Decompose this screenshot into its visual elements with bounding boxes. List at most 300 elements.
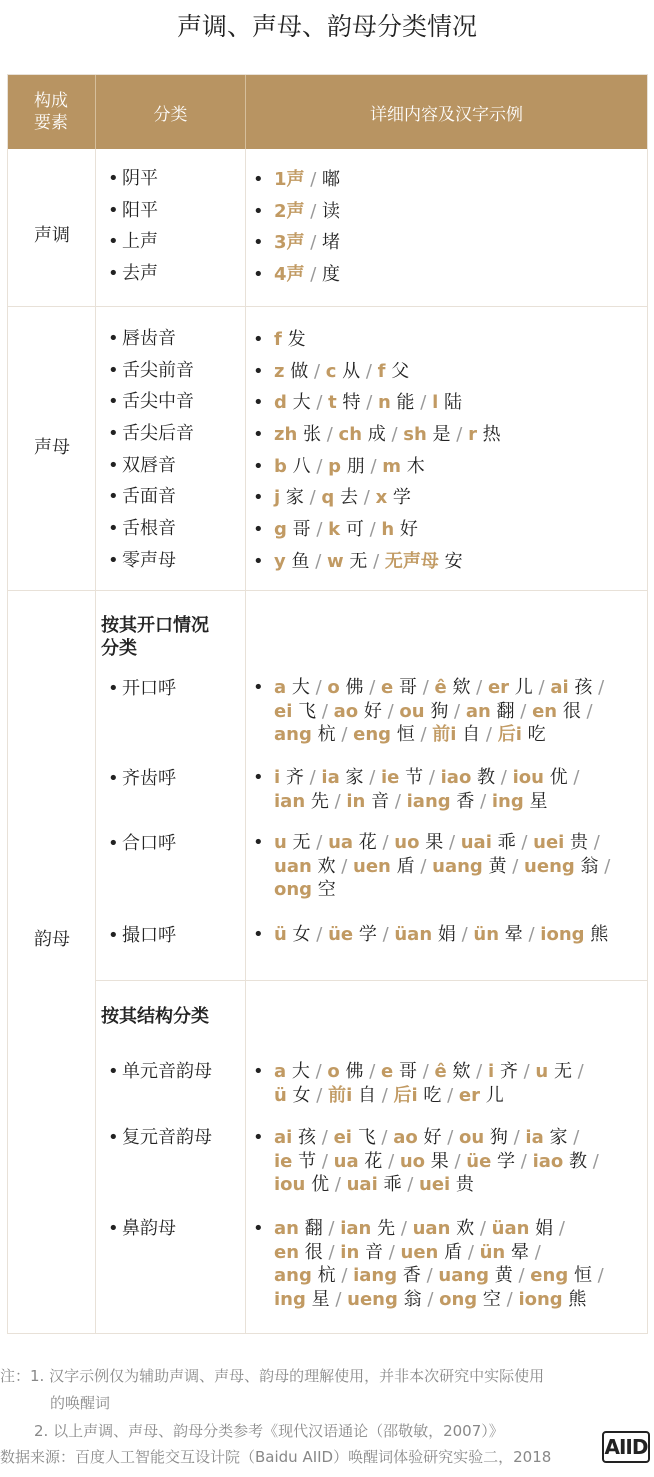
pinyin-label: 2声 bbox=[274, 201, 305, 222]
final-group1-item bbox=[108, 768, 176, 790]
example-char: 成 bbox=[362, 424, 386, 445]
pinyin-label: ü bbox=[274, 1084, 287, 1106]
bullet: • bbox=[108, 678, 119, 699]
initial-detail-text bbox=[274, 486, 411, 510]
column-divider bbox=[95, 149, 96, 1333]
example-char: 八 bbox=[286, 456, 311, 477]
example-char: 熊 bbox=[584, 924, 609, 945]
separator: / bbox=[512, 1265, 531, 1286]
separator: / bbox=[517, 1061, 536, 1082]
example-char: 果 bbox=[425, 1150, 449, 1172]
final-group2-item-label: 鼻韵母 bbox=[122, 1218, 176, 1239]
example-char: 盾 bbox=[390, 855, 415, 877]
bullet: • bbox=[253, 361, 264, 382]
tone-item-label: 阴平 bbox=[122, 168, 158, 189]
bullet: • bbox=[253, 232, 264, 253]
example-char: 孩 bbox=[292, 1127, 317, 1148]
pinyin-label: iao bbox=[532, 1150, 564, 1172]
pinyin-label: sh bbox=[403, 424, 427, 445]
pinyin-label: üe bbox=[328, 924, 354, 945]
initial-item bbox=[108, 360, 194, 382]
separator: / bbox=[474, 1218, 492, 1239]
example-char: 大 bbox=[286, 1061, 310, 1082]
separator: / bbox=[598, 855, 611, 877]
pinyin-label: 1声 bbox=[274, 169, 305, 190]
pinyin-label: ang bbox=[274, 1265, 312, 1286]
tone-item bbox=[108, 200, 158, 222]
separator: / bbox=[329, 1288, 348, 1310]
final-group2-item bbox=[108, 1127, 212, 1149]
tone-detail-text bbox=[274, 263, 340, 287]
pinyin-label: e bbox=[381, 1061, 394, 1082]
separator: / bbox=[304, 169, 323, 190]
example-char: 果 bbox=[419, 832, 444, 853]
pinyin-label: ang bbox=[274, 724, 312, 745]
bullet: • bbox=[108, 391, 119, 412]
detail-line bbox=[274, 486, 411, 510]
separator: / bbox=[448, 700, 466, 722]
initial-item bbox=[108, 391, 194, 413]
example-char: 优 bbox=[305, 1174, 330, 1195]
pinyin-label: üe bbox=[466, 1150, 492, 1172]
example-char: 齐 bbox=[280, 767, 304, 788]
tone-item bbox=[108, 231, 158, 253]
detail-line bbox=[274, 766, 579, 790]
row-divider bbox=[8, 306, 647, 307]
example-char: 哥 bbox=[393, 677, 417, 698]
pinyin-label: ian bbox=[340, 1218, 372, 1239]
example-char: 教 bbox=[471, 767, 496, 788]
separator: / bbox=[571, 1061, 584, 1082]
pinyin-label: in bbox=[340, 1241, 360, 1263]
pinyin-label: u bbox=[535, 1061, 549, 1082]
tone-detail-text bbox=[274, 231, 340, 255]
separator: / bbox=[335, 1265, 354, 1286]
pinyin-label: iang bbox=[353, 1265, 398, 1286]
separator: / bbox=[328, 790, 347, 812]
separator: / bbox=[385, 424, 404, 445]
bullet: • bbox=[108, 455, 119, 476]
tone-item bbox=[108, 168, 158, 190]
pinyin-label: 无声母 bbox=[384, 551, 439, 572]
pinyin-label: uei bbox=[533, 832, 565, 853]
separator: / bbox=[360, 392, 378, 413]
pinyin-label: ê bbox=[434, 677, 447, 698]
example-char: 花 bbox=[353, 832, 377, 853]
pinyin-label: g bbox=[274, 519, 287, 540]
example-char: 家 bbox=[543, 1127, 568, 1148]
note-1: 注：1. 汉字示例仅为辅助声调、声母、韵母的理解使用，并非本次研究中实际使用 bbox=[0, 1367, 545, 1385]
bullet: • bbox=[108, 328, 119, 349]
pinyin-label: ch bbox=[338, 424, 363, 445]
bullet: • bbox=[108, 263, 119, 284]
pinyin-label: t bbox=[328, 392, 337, 413]
separator: / bbox=[375, 1084, 394, 1106]
detail-line bbox=[274, 1217, 604, 1241]
bullet: • bbox=[108, 1218, 119, 1239]
example-char: 先 bbox=[305, 790, 329, 812]
tone-item-label: 阳平 bbox=[122, 200, 158, 221]
pinyin-label: ong bbox=[439, 1288, 478, 1310]
final-group1-item-label: 合口呼 bbox=[122, 833, 176, 854]
pinyin-label: o bbox=[327, 677, 340, 698]
example-char: 去 bbox=[334, 487, 359, 508]
pinyin-label: q bbox=[321, 487, 335, 508]
detail-line bbox=[274, 328, 306, 352]
bullet: • bbox=[253, 924, 264, 945]
pinyin-label: o bbox=[327, 1061, 340, 1082]
pinyin-label: ou bbox=[399, 700, 425, 722]
example-char: 很 bbox=[557, 700, 581, 722]
pinyin-label: in bbox=[346, 790, 366, 812]
initial-item-label: 舌尖中音 bbox=[122, 391, 194, 412]
separator: / bbox=[532, 677, 551, 698]
example-char: 恒 bbox=[391, 724, 415, 745]
example-char: 好 bbox=[394, 519, 418, 540]
separator: / bbox=[455, 924, 474, 945]
example-char: 星 bbox=[305, 1288, 330, 1310]
detail-line bbox=[274, 263, 340, 287]
separator: / bbox=[500, 1288, 519, 1310]
initial-item bbox=[108, 486, 176, 508]
bullet: • bbox=[253, 424, 264, 445]
pinyin-label: uai bbox=[460, 832, 492, 853]
initial-item bbox=[108, 518, 176, 540]
pinyin-label: en bbox=[274, 1241, 300, 1263]
separator: / bbox=[364, 456, 383, 477]
example-char: 欢 bbox=[311, 855, 336, 877]
pinyin-label: 后i bbox=[497, 724, 522, 745]
pinyin-label: p bbox=[328, 456, 342, 477]
bullet: • bbox=[253, 551, 264, 572]
separator: / bbox=[304, 232, 323, 253]
detail-line bbox=[274, 455, 425, 479]
separator: / bbox=[303, 767, 322, 788]
separator: / bbox=[420, 1265, 439, 1286]
example-char: 孩 bbox=[568, 677, 593, 698]
separator: / bbox=[363, 519, 382, 540]
example-char: 吃 bbox=[417, 1084, 442, 1106]
pinyin-label: an bbox=[274, 1218, 299, 1239]
initial-detail-text bbox=[274, 391, 462, 415]
initial-item-label: 双唇音 bbox=[122, 455, 176, 476]
detail-line bbox=[274, 550, 463, 574]
example-char: 翁 bbox=[574, 855, 599, 877]
separator: / bbox=[421, 1288, 440, 1310]
initial-detail-text bbox=[274, 423, 501, 447]
pinyin-label: ei bbox=[333, 1127, 352, 1148]
example-char: 晕 bbox=[505, 1241, 529, 1263]
final-group1-detail-text bbox=[274, 831, 610, 902]
example-char: 花 bbox=[358, 1150, 383, 1172]
bullet: • bbox=[253, 677, 264, 698]
initial-item-label: 零声母 bbox=[122, 550, 176, 571]
pinyin-label: ü bbox=[274, 924, 287, 945]
example-char: 教 bbox=[563, 1150, 587, 1172]
detail-line bbox=[274, 1264, 604, 1288]
table-header bbox=[8, 75, 647, 149]
detail-line bbox=[274, 360, 409, 384]
separator: / bbox=[360, 361, 378, 382]
separator: / bbox=[592, 677, 605, 698]
pinyin-label: i bbox=[487, 1061, 495, 1082]
pinyin-label: ün bbox=[473, 924, 500, 945]
initial-item-label: 舌根音 bbox=[122, 518, 176, 539]
separator: / bbox=[376, 832, 395, 853]
initial-detail-text bbox=[274, 328, 306, 352]
example-char: 学 bbox=[387, 487, 411, 508]
pinyin-label: 前i bbox=[432, 724, 457, 745]
detail-line bbox=[274, 518, 418, 542]
example-char: 节 bbox=[292, 1150, 317, 1172]
final-group1-item-label: 齐齿呼 bbox=[122, 768, 176, 789]
example-char: 音 bbox=[365, 790, 390, 812]
separator: / bbox=[322, 1241, 341, 1263]
example-char: 学 bbox=[353, 924, 377, 945]
example-char: 音 bbox=[359, 1241, 383, 1263]
final-group1-item bbox=[108, 678, 176, 700]
pinyin-label: ai bbox=[274, 1127, 293, 1148]
final-group1-item bbox=[108, 925, 176, 947]
example-char: 贵 bbox=[450, 1174, 474, 1195]
pinyin-label: z bbox=[274, 361, 285, 382]
pinyin-label: 4声 bbox=[274, 264, 305, 285]
detail-line bbox=[274, 1084, 584, 1108]
pinyin-label: er bbox=[458, 1084, 481, 1106]
example-char: 翻 bbox=[298, 1218, 323, 1239]
pinyin-label: uai bbox=[346, 1174, 378, 1195]
header-col-elements-line1: 构成 bbox=[34, 91, 68, 111]
example-char: 自 bbox=[352, 1084, 376, 1106]
example-char: 佛 bbox=[339, 677, 364, 698]
tone-item-label: 上声 bbox=[122, 231, 158, 252]
pinyin-label: uo bbox=[394, 832, 420, 853]
bullet: • bbox=[253, 329, 264, 350]
bullet: • bbox=[253, 201, 264, 222]
initial-item bbox=[108, 550, 176, 572]
note-2: 2. 以上声调、声母、韵母分类参考《现代汉语通论（邵敬敏，2007）》 bbox=[34, 1422, 504, 1440]
example-char: 木 bbox=[401, 456, 425, 477]
separator: / bbox=[443, 832, 461, 853]
separator: / bbox=[414, 855, 433, 877]
bullet: • bbox=[253, 1127, 264, 1148]
example-char: 恒 bbox=[568, 1265, 592, 1286]
final-group1-detail-text bbox=[274, 676, 604, 747]
example-char: 晕 bbox=[499, 924, 523, 945]
header-col-elements-line2: 要素 bbox=[34, 113, 68, 133]
example-char: 朋 bbox=[341, 456, 365, 477]
separator: / bbox=[310, 519, 329, 540]
bullet: • bbox=[253, 832, 264, 853]
separator: / bbox=[321, 424, 339, 445]
pinyin-label: ou bbox=[458, 1127, 485, 1148]
pinyin-label: 前i bbox=[328, 1084, 353, 1106]
separator: / bbox=[375, 1127, 394, 1148]
bullet: • bbox=[253, 767, 264, 788]
initial-item bbox=[108, 423, 194, 445]
bullet: • bbox=[253, 456, 264, 477]
example-char: 先 bbox=[371, 1218, 396, 1239]
pinyin-label: üan bbox=[491, 1218, 530, 1239]
separator: / bbox=[462, 1241, 480, 1263]
pinyin-label: ing bbox=[491, 790, 524, 812]
row-divider bbox=[8, 590, 647, 591]
example-char: 特 bbox=[336, 392, 361, 413]
example-char: 大 bbox=[286, 392, 311, 413]
separator: / bbox=[423, 767, 441, 788]
example-char: 飞 bbox=[292, 700, 317, 722]
detail-line bbox=[274, 676, 604, 700]
example-char: 好 bbox=[417, 1127, 442, 1148]
detail-line bbox=[274, 391, 462, 415]
example-char: 香 bbox=[397, 1265, 421, 1286]
example-char: 儿 bbox=[509, 677, 533, 698]
final-group1-item bbox=[108, 833, 176, 855]
separator: / bbox=[310, 456, 329, 477]
example-char: 星 bbox=[523, 790, 548, 812]
example-char: 从 bbox=[336, 361, 361, 382]
pinyin-label: uen bbox=[353, 855, 391, 877]
final-group2-detail-text bbox=[274, 1217, 604, 1311]
final-group1-detail-text bbox=[274, 766, 579, 813]
final-group1-heading-line2: 分类 bbox=[101, 638, 137, 659]
separator: / bbox=[310, 1084, 329, 1106]
example-char: 娟 bbox=[432, 924, 456, 945]
page-title: 声调、声母、韵母分类情况 bbox=[176, 12, 477, 41]
final-group1-item-label: 撮口呼 bbox=[122, 925, 176, 946]
example-char: 大 bbox=[286, 677, 310, 698]
pinyin-label: a bbox=[274, 1061, 287, 1082]
pinyin-label: ueng bbox=[347, 1288, 398, 1310]
separator: / bbox=[304, 264, 323, 285]
detail-line bbox=[274, 231, 340, 255]
separator: / bbox=[416, 677, 435, 698]
separator: / bbox=[363, 677, 382, 698]
bullet: • bbox=[108, 550, 119, 571]
final-group2-detail-text bbox=[274, 1126, 599, 1197]
pinyin-label: u bbox=[274, 832, 287, 853]
example-char: 无 bbox=[343, 551, 368, 572]
example-char: 儿 bbox=[480, 1084, 504, 1106]
pinyin-label: er bbox=[487, 677, 510, 698]
separator: / bbox=[470, 677, 488, 698]
example-char: 熊 bbox=[562, 1288, 587, 1310]
initial-item-label: 舌尖前音 bbox=[122, 360, 194, 381]
bullet: • bbox=[108, 423, 119, 444]
final-group2-item bbox=[108, 1061, 212, 1083]
detail-line bbox=[274, 423, 501, 447]
example-char: 无 bbox=[548, 1061, 572, 1082]
separator: / bbox=[310, 832, 329, 853]
separator: / bbox=[567, 1127, 580, 1148]
pinyin-label: uan bbox=[412, 1218, 451, 1239]
detail-line bbox=[274, 1288, 604, 1312]
separator: / bbox=[515, 1150, 533, 1172]
example-char: 是 bbox=[426, 424, 451, 445]
separator: / bbox=[316, 1150, 334, 1172]
pinyin-label: uen bbox=[400, 1241, 439, 1263]
separator: / bbox=[304, 201, 323, 222]
separator: / bbox=[335, 855, 354, 877]
example-char: 欢 bbox=[450, 1218, 475, 1239]
separator: / bbox=[310, 392, 329, 413]
pinyin-label: 3声 bbox=[274, 232, 305, 253]
final-group2-heading: 按其结构分类 bbox=[101, 1006, 209, 1027]
pinyin-label: f bbox=[377, 361, 386, 382]
pinyin-label: l bbox=[432, 392, 439, 413]
separator: / bbox=[358, 487, 376, 508]
separator: / bbox=[522, 924, 541, 945]
example-char: 做 bbox=[284, 361, 309, 382]
pinyin-label: n bbox=[378, 392, 391, 413]
example-char: 嘟 bbox=[322, 169, 341, 190]
pinyin-label: f bbox=[274, 329, 282, 350]
tone-item-label: 去声 bbox=[122, 263, 158, 284]
example-char: 狗 bbox=[484, 1127, 508, 1148]
separator: / bbox=[303, 487, 322, 508]
example-char: 自 bbox=[456, 724, 481, 745]
row-divider bbox=[96, 980, 647, 981]
bullet: • bbox=[253, 392, 264, 413]
separator: / bbox=[414, 724, 433, 745]
example-char: 发 bbox=[281, 329, 306, 350]
initial-item-label: 唇齿音 bbox=[122, 328, 176, 349]
pinyin-label: ao bbox=[393, 1127, 418, 1148]
pinyin-label: iou bbox=[274, 1174, 306, 1195]
separator: / bbox=[588, 832, 600, 853]
pinyin-label: ia bbox=[321, 767, 340, 788]
separator: / bbox=[474, 790, 492, 812]
bullet: • bbox=[108, 231, 119, 252]
final-group2-item bbox=[108, 1218, 176, 1240]
detail-line bbox=[274, 1060, 584, 1084]
pinyin-label: 后i bbox=[393, 1084, 418, 1106]
example-char: 娟 bbox=[529, 1218, 554, 1239]
pinyin-label: a bbox=[274, 677, 287, 698]
bullet: • bbox=[108, 360, 119, 381]
separator: / bbox=[441, 1127, 459, 1148]
pinyin-label: eng bbox=[353, 724, 392, 745]
separator: / bbox=[591, 1265, 604, 1286]
pinyin-label: ie bbox=[381, 767, 400, 788]
bullet: • bbox=[108, 168, 119, 189]
pinyin-label: ao bbox=[333, 700, 359, 722]
example-char: 佛 bbox=[339, 1061, 364, 1082]
pinyin-label: ua bbox=[328, 832, 354, 853]
pinyin-label: ei bbox=[274, 700, 293, 722]
pinyin-label: uang bbox=[438, 1265, 490, 1286]
bullet: • bbox=[253, 1218, 264, 1239]
separator: / bbox=[310, 924, 329, 945]
detail-line bbox=[274, 723, 604, 747]
data-source: 数据来源：百度人工智能交互设计院（Baidu AIID）唤醒词体验研究实验二，2018 bbox=[0, 1448, 552, 1466]
example-char: 很 bbox=[299, 1241, 323, 1263]
pinyin-label: uan bbox=[274, 855, 312, 877]
pinyin-label: en bbox=[532, 700, 558, 722]
example-char: 家 bbox=[280, 487, 304, 508]
pinyin-label: h bbox=[381, 519, 395, 540]
section-label-final: 韵母 bbox=[34, 929, 70, 950]
detail-line bbox=[274, 878, 610, 902]
separator: / bbox=[322, 1218, 341, 1239]
header-col-elements bbox=[31, 90, 71, 134]
example-char: 齐 bbox=[494, 1061, 518, 1082]
header-col-details: 详细内容及汉字示例 bbox=[370, 105, 523, 125]
pinyin-label: i bbox=[274, 767, 281, 788]
separator: / bbox=[309, 677, 328, 698]
example-char: 读 bbox=[322, 201, 341, 222]
example-char: 可 bbox=[340, 519, 364, 540]
